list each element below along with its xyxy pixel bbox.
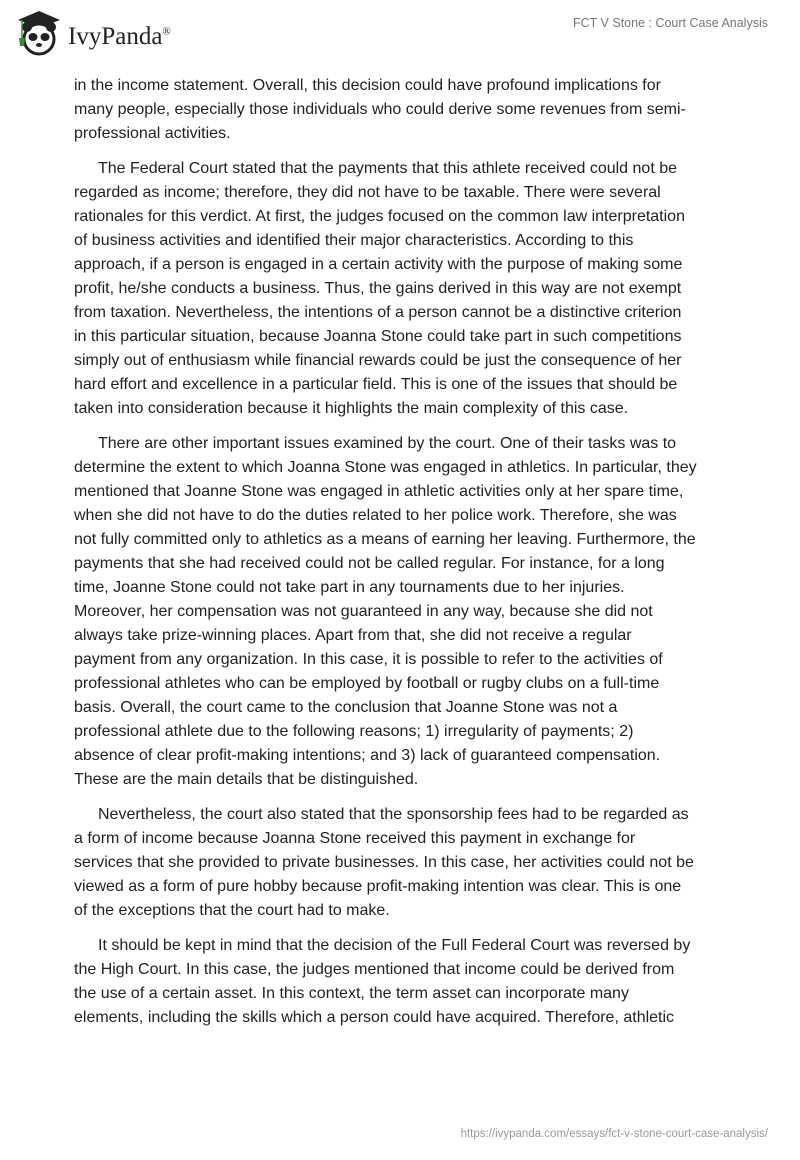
text-line: the use of a certain asset. In this context, the term asset can incorporate many	[74, 985, 629, 1002]
paragraph	[74, 157, 734, 421]
text-line: rationales for this verdict. At first, the judges focused on the common law interpretation	[74, 208, 685, 225]
text-line: not fully committed only to athletics as a means of earning her leaving. Furthermore, the	[74, 531, 696, 548]
registered-mark: ®	[162, 25, 171, 38]
text-line: There are other important issues examined by the court. One of their tasks was to	[98, 435, 677, 452]
document-title: FCT V Stone : Court Case Analysis	[573, 16, 768, 30]
text-line: many people, especially those individuals who could derive some revenues from semi-	[74, 101, 686, 118]
text-line: always take prize-winning places. Apart from that, she did not receive a regular	[74, 627, 632, 644]
text-line: determine the extent to which Joanna Stone was engaged in athletics. In particular, they	[74, 459, 697, 476]
paragraph	[74, 934, 734, 1030]
panda-graduate-icon	[14, 8, 64, 58]
text-line: Moreover, her compensation was not guaranteed in any way, because she did not	[74, 603, 653, 620]
essay-body	[74, 74, 734, 1041]
text-line: from taxation. Nevertheless, the intentions of a person cannot be a distinctive criterion	[74, 304, 682, 321]
text-line: taken into consideration because it highlights the main complexity of this case.	[74, 400, 629, 417]
text-line: when she did not have to do the duties related to her police work. Therefore, she was	[74, 507, 677, 524]
ivypanda-logo[interactable]	[14, 8, 171, 58]
text-line: of the exceptions that the court had to make.	[74, 902, 390, 919]
text-line: simply out of enthusiasm while financial rewards could be just the consequence of her	[74, 352, 682, 369]
text-line: These are the main details that be distinguished.	[74, 771, 419, 788]
text-line: It should be kept in mind that the decision of the Full Federal Court was reversed by	[98, 937, 691, 954]
brand-name	[68, 23, 171, 51]
text-line: a form of income because Joanna Stone received this payment in exchange for	[74, 830, 636, 847]
text-line: in this particular situation, because Joanna Stone could take part in such competitions	[74, 328, 682, 345]
paragraph	[74, 803, 734, 923]
text-line: viewed as a form of pure hobby because profit-making intention was clear. This is one	[74, 878, 682, 895]
text-line: approach, if a person is engaged in a certain activity with the purpose of making some	[74, 256, 683, 273]
text-line: payment from any organization. In this case, it is possible to refer to the activities of	[74, 651, 663, 668]
text-line: professional athletes who can be employed by football or rugby clubs on a full-time	[74, 675, 660, 692]
text-line: payments that she had received could not be called regular. For instance, for a long	[74, 555, 665, 572]
text-line: time, Joanne Stone could not take part in any tournaments due to her injuries.	[74, 579, 625, 596]
source-url[interactable]: https://ivypanda.com/essays/fct-v-stone-court-case-analysis/	[460, 1128, 768, 1140]
paragraph	[74, 432, 734, 792]
brand-text: IvyPanda	[68, 23, 163, 50]
text-line: hard effort and excellence in a particular field. This is one of the issues that should be	[74, 376, 678, 393]
text-line: professional activities.	[74, 125, 231, 142]
text-line: the High Court. In this case, the judges mentioned that income could be derived from	[74, 961, 675, 978]
text-line: regarded as income; therefore, they did not have to be taxable. There were several	[74, 184, 661, 201]
text-line: basis. Overall, the court came to the conclusion that Joanne Stone was not a	[74, 699, 618, 716]
text-line: of business activities and identified their major characteristics. According to this	[74, 232, 634, 249]
text-line: absence of clear profit-making intentions; and 3) lack of guaranteed compensation.	[74, 747, 661, 764]
text-line: in the income statement. Overall, this decision could have profound implications for	[74, 77, 661, 94]
text-line: Nevertheless, the court also stated that the sponsorship fees had to be regarded as	[98, 806, 689, 823]
text-line: The Federal Court stated that the payments that this athlete received could not be	[98, 160, 678, 177]
paragraph	[74, 74, 734, 146]
text-line: services that she provided to private businesses. In this case, her activities could not be	[74, 854, 694, 871]
text-line: elements, including the skills which a person could have acquired. Therefore, athletic	[74, 1009, 675, 1026]
text-line: mentioned that Joanne Stone was engaged in athletic activities only at her spare time,	[74, 483, 684, 500]
text-line: professional athlete due to the following reasons; 1) irregularity of payments; 2)	[74, 723, 634, 740]
text-line: profit, he/she conducts a business. Thus, the gains derived in this way are not exempt	[74, 280, 682, 297]
